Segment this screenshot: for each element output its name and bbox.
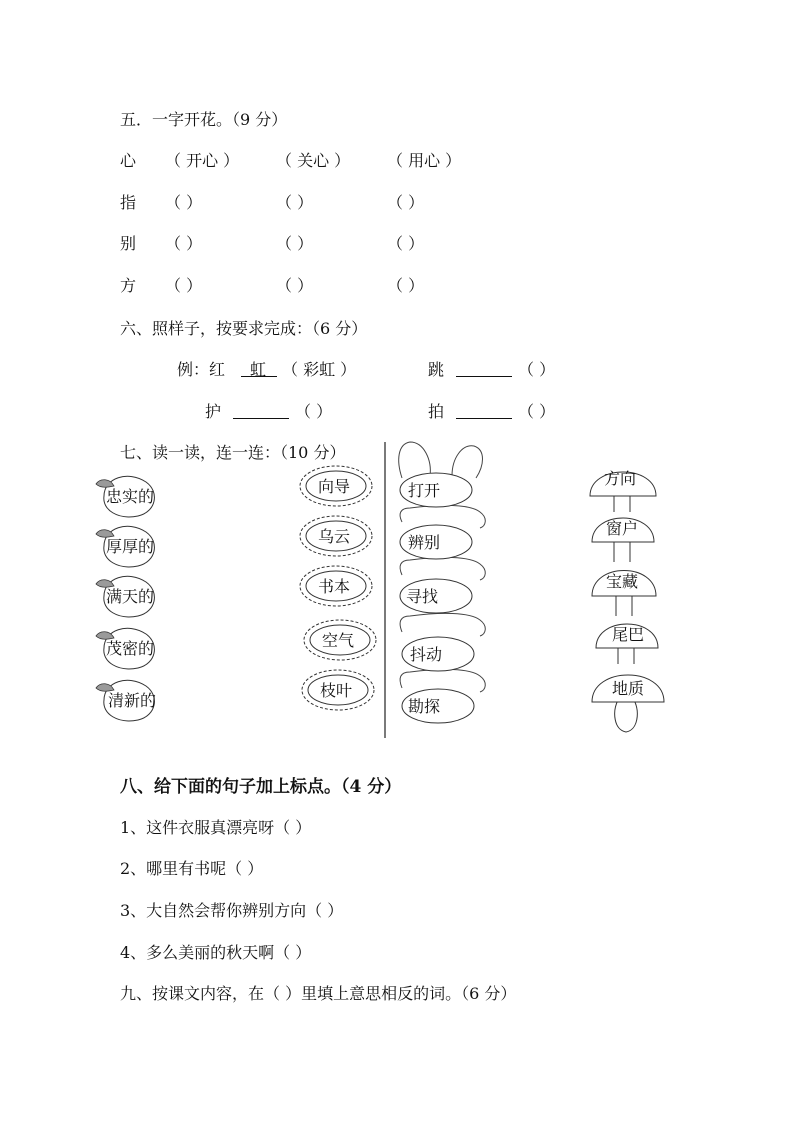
flower-item[interactable] [300,516,372,556]
section5-row-char: 心 [120,151,137,170]
mushroom-item[interactable] [592,571,656,597]
punctuation-item[interactable]: 3、大自然会帮你辨别方向（ ） [120,901,344,920]
flower-word: 空气 [322,631,355,650]
section5-cell: （ 开心 ） [165,151,240,170]
example-answer: 虹 [250,360,267,379]
section5-answer-blank[interactable]: （ ） [276,234,314,253]
leaf-item[interactable] [96,476,154,517]
flower-item[interactable] [300,466,372,506]
rabbit-item[interactable] [400,473,472,507]
leaf-word: 茂密的 [106,639,155,658]
leaf-item[interactable] [96,576,154,617]
flower-word: 书本 [318,577,351,596]
punctuation-item[interactable]: 1、这件衣服真漂亮呀（ ） [120,818,312,837]
section5-answer-blank[interactable]: （ ） [387,193,425,212]
flower-item[interactable] [304,620,376,660]
mushroom-word: 宝藏 [606,572,639,591]
section5-cell: （ 用心 ） [387,151,462,170]
section5-answer-blank[interactable]: （ ） [165,234,203,253]
section5-answer-blank[interactable]: （ ） [387,276,425,295]
mushroom-item[interactable] [590,469,656,496]
rabbit-word: 打开 [408,481,441,500]
section5-row-char: 方 [120,276,137,295]
rabbit-word: 勘探 [408,697,441,716]
section6-char: 护 [205,402,222,421]
section5-title: 五．一字开花。（9 分） [120,110,288,129]
punctuation-item[interactable]: 2、哪里有书呢（ ） [120,859,264,878]
flower-word: 乌云 [318,527,351,546]
leaf-item[interactable] [96,526,154,567]
rabbit-word: 辨别 [408,533,441,552]
leaf-word: 忠实的 [106,487,155,506]
section5-cell: （ 关心 ） [276,151,351,170]
rabbit-item[interactable] [400,579,472,613]
example-word: （ 彩虹 ） [282,360,357,379]
mushroom-word: 窗户 [606,519,639,538]
section8-title: 八、给下面的句子加上标点。（4 分） [120,777,402,797]
section9-title: 九、按课文内容，在（ ）里填上意思相反的词。（6 分） [120,984,517,1003]
mushroom-word: 尾巴 [612,625,645,644]
section6-title: 六、照样子，按要求完成：（6 分） [120,319,368,338]
mushroom-item[interactable] [592,518,654,542]
section5-answer-blank[interactable]: （ ） [276,193,314,212]
example-prefix: 例：红 [177,360,226,379]
rabbit-word: 寻找 [406,587,439,606]
section6-char: 拍 [428,402,445,421]
section6-paren[interactable]: （ ） [518,360,556,379]
flower-item[interactable] [302,670,374,710]
mushroom-word: 方向 [604,469,637,488]
rabbit-word: 抖动 [410,645,443,664]
section5-row-char: 指 [120,193,137,212]
mushroom-item[interactable] [596,624,658,648]
section6-paren[interactable]: （ ） [518,402,556,421]
rabbit-item[interactable] [400,525,472,559]
section5-row-char: 别 [120,234,137,253]
section6-paren[interactable]: （ ） [295,402,333,421]
rabbit-item[interactable] [402,637,474,671]
section6-char: 跳 [428,360,445,379]
leaf-item[interactable] [96,680,156,721]
section7-title: 七、读一读，连一连：（10 分） [120,443,346,462]
flower-word: 枝叶 [320,681,353,700]
leaf-item[interactable] [96,628,154,669]
rabbit-item[interactable] [402,689,474,723]
section5-answer-blank[interactable]: （ ） [387,234,425,253]
punctuation-item[interactable]: 4、多么美丽的秋天啊（ ） [120,943,312,962]
section5-answer-blank[interactable]: （ ） [165,276,203,295]
mushroom-item[interactable] [592,675,664,702]
leaf-word: 清新的 [108,691,157,710]
section5-answer-blank[interactable]: （ ） [276,276,314,295]
flower-item[interactable] [300,566,372,606]
section5-answer-blank[interactable]: （ ） [165,193,203,212]
leaf-word: 厚厚的 [106,537,155,556]
flower-word: 向导 [318,477,351,496]
leaf-word: 满天的 [106,587,155,606]
mushroom-word: 地质 [612,679,645,698]
